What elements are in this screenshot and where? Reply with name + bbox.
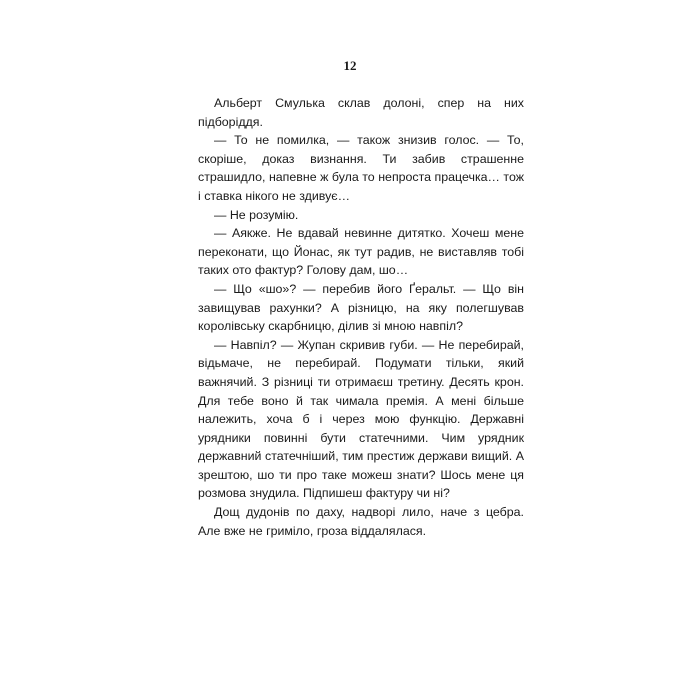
- paragraph: Альберт Смулька склав долоні, спер на них підборіддя.: [198, 96, 524, 129]
- page-number: 12: [343, 58, 357, 73]
- paragraph: — Не розумію.: [214, 207, 299, 222]
- paragraph: Дощ дудонів по даху, надворі лило, наче з цебра. Але вже не гриміло, гроза віддалялася.: [198, 505, 524, 538]
- paragraph: — Аякже. Не вдавай невинне дитятко. Хочеш мене переконати, що Йонас, як тут радив, не виставляв тобі таких ото фактур? Голову дам, шо…: [198, 226, 524, 278]
- body-text: [198, 94, 524, 540]
- paragraph: — Що «шо»? — перебив його Ґеральт. — Що він завищував рахунки? А різницю, на яку полегшував королівську скарбницю, ділив зі мною навпіл?: [198, 281, 524, 334]
- paragraph: — Навпіл? — Жупан скривив губи. — Не перебирай, відьмаче, не перебирай. Подумати тільки, який важнячий. З різниці ти отримаєш третину. Десять крон. Для тебе воно й так чимала премія. А мені більше належить, хоча б і через мою функцію. Державні урядники повинні бути статечними. Чим урядник державний статечніший, тим престиж держави вищий. А зрештою, шо ти про таке можеш знати? Шось мене ця розмова знудила. Підпишеш фактуру чи ні?: [198, 337, 524, 501]
- paragraph: — То не помилка, — також знизив голос. — То, скоріше, доказ визнання. Ти забив страшенне страшидло, напевне ж була то непроста працечка… тож і ставка нікого не здивує…: [198, 133, 524, 203]
